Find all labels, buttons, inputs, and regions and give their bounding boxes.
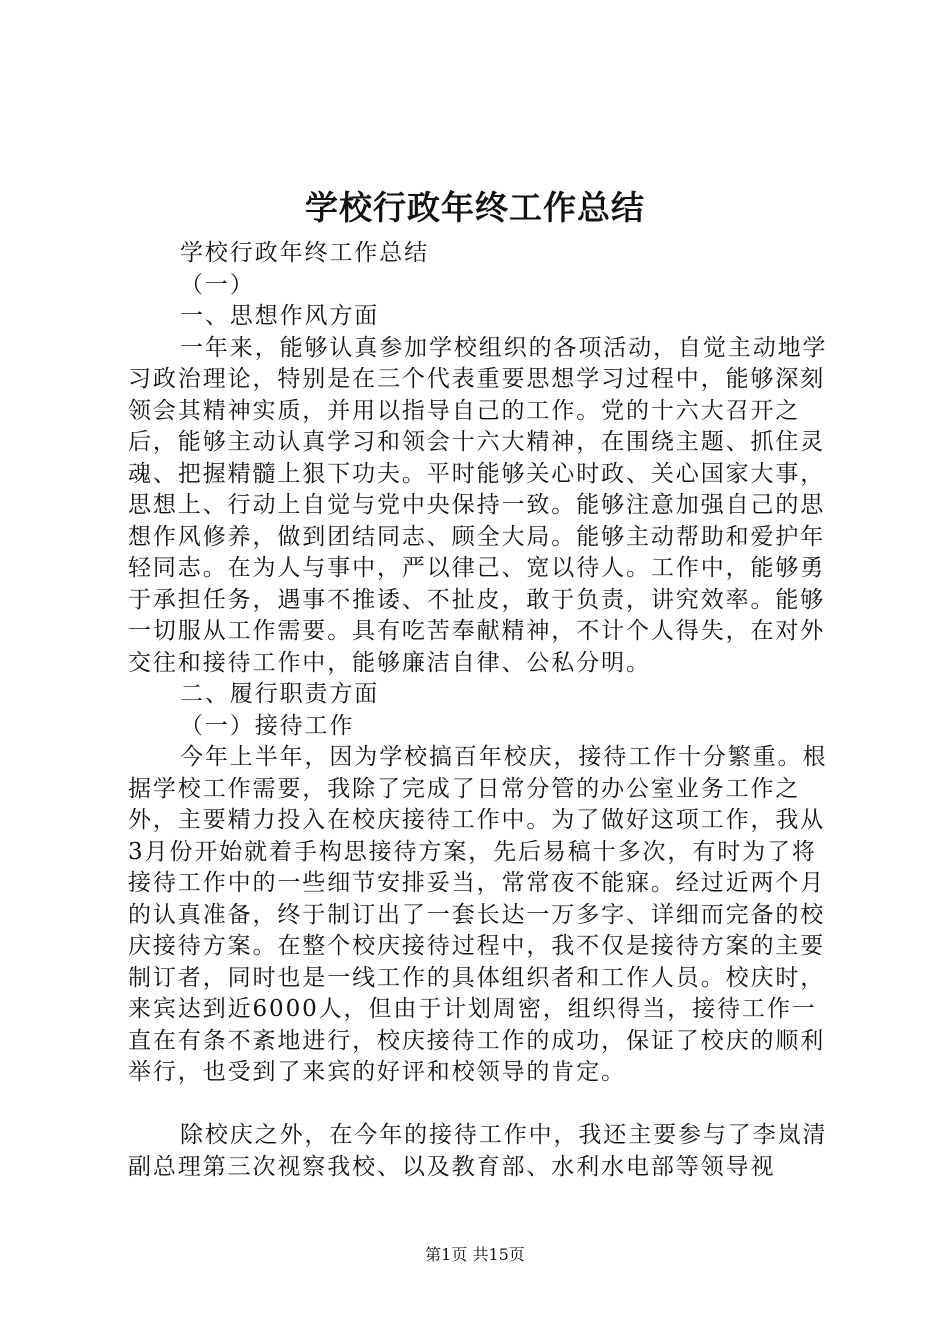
section-heading-duties: 二、履行职责方面 — [180, 681, 380, 707]
page-footer: 第1页 共15页 — [425, 1245, 525, 1264]
subsection-heading-reception: （一）接待工作 — [180, 712, 355, 739]
subtitle-paragraph: 学校行政年终工作总结 — [180, 240, 429, 266]
document-title: 学校行政年终工作总结 — [305, 188, 645, 227]
reception-paragraph: 今年上半年，因为学校搞百年校庆，接待工作十分繁重。根据学校工作需要，我除了完成了日常分管的办公室业务工作之外，主要精力投入在校庆接待工作中。为了做好这项工作，我从3月份开始就着手构思接待方案，先后易稿十多次，有时为了将接待工作中的一些细节安排妥当，常常夜不能寐。经过近两个月的认真准备，终于制订出了一套长达一万多字、详细而完备的校庆接待方案。在整个校庆接待过程中，我不仅是接待方案的主要制订者，同时也是一线工作的具体组织者和工作人员。校庆时，来宾达到近6000人，但由于计划周密，组织得当，接待工作一直在有条不紊地进行，校庆接待工作的成功，保证了校庆的顺利举行，也受到了来宾的好评和校领导的肯定。 — [128, 744, 828, 1085]
section-number: （一） — [180, 271, 255, 298]
ideology-paragraph: 一年来，能够认真参加学校组织的各项活动，自觉主动地学习政治理论，特别是在三个代表重要思想学习过程中，能够深刻领会其精神实质，并用以指导自己的工作。党的十六大召开之后，能够主动认真学习和领会十六大精神，在围绕主题、抓住灵魂、把握精髓上狠下功夫。平时能够关心时政、关心国家大事，思想上、行动上自觉与党中央保持一致。能够注意加强自己的思想作风修养，做到团结同志、顾全大局。能够主动帮助和爱护年轻同志。在为人与事中，严以律己、宽以待人。工作中，能够勇于承担任务，遇事不推诿、不扯皮，敢于负责，讲究效率。能够一切服从工作需要。具有吃苦奉献精神，不计个人得失，在对外交往和接待工作中，能够廉洁自律、公私分明。 — [128, 334, 828, 676]
paragraph-gap — [128, 1089, 828, 1121]
document-body — [128, 238, 828, 1183]
section-heading-ideology: 一、思想作风方面 — [180, 303, 380, 329]
other-reception-paragraph: 除校庆之外，在今年的接待工作中，我还主要参与了李岚清副总理第三次视察我校、以及教育部、水利水电部等领导视 — [128, 1122, 828, 1180]
